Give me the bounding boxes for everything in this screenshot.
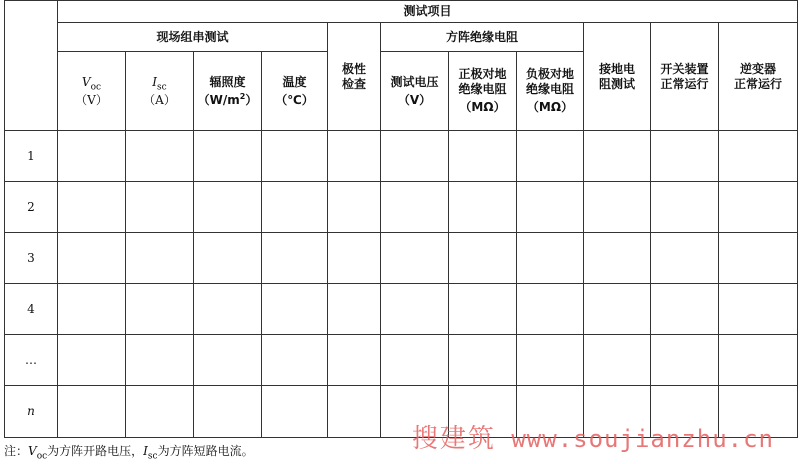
data-cell bbox=[584, 233, 651, 284]
data-cell bbox=[584, 335, 651, 386]
data-cell bbox=[328, 335, 381, 386]
col-irradiance-label: 辐照度 bbox=[209, 74, 246, 89]
data-cell bbox=[449, 182, 517, 233]
watermark-cn: 搜建筑 bbox=[411, 424, 496, 454]
col-isc bbox=[126, 52, 194, 131]
data-cell bbox=[262, 233, 328, 284]
col-inverter-line2: 正常运行 bbox=[734, 76, 783, 91]
col-temperature-label: 温度 bbox=[282, 74, 307, 89]
data-cell bbox=[58, 182, 126, 233]
data-cell bbox=[584, 284, 651, 335]
data-cell bbox=[719, 182, 798, 233]
data-cell bbox=[328, 386, 381, 438]
data-cell bbox=[719, 284, 798, 335]
data-cell bbox=[719, 131, 798, 182]
col-voc-symbol: V bbox=[81, 74, 91, 89]
note-voc-subscript: oc bbox=[36, 451, 48, 462]
row-label: n bbox=[5, 386, 58, 438]
col-neg-ground-unit: （MΩ） bbox=[526, 100, 574, 115]
data-cell bbox=[517, 131, 584, 182]
col-switch-line2: 正常运行 bbox=[660, 76, 709, 91]
col-ground-resistance-line1: 接地电 bbox=[598, 62, 635, 77]
table-corner-cell bbox=[5, 1, 58, 131]
row-label: 2 bbox=[5, 182, 58, 233]
group-field-string-test: 现场组串测试 bbox=[58, 23, 328, 52]
data-cell bbox=[381, 335, 449, 386]
data-cell bbox=[651, 233, 719, 284]
col-pos-ground-line2: 绝缘电阻 bbox=[458, 81, 507, 96]
data-cell bbox=[194, 386, 262, 438]
row-label: 4 bbox=[5, 284, 58, 335]
data-cell bbox=[517, 335, 584, 386]
data-cell bbox=[328, 233, 381, 284]
col-positive-ground-insulation bbox=[449, 52, 517, 131]
data-cell bbox=[194, 182, 262, 233]
table-footnote bbox=[4, 442, 254, 462]
data-cell bbox=[328, 131, 381, 182]
row-label: 1 bbox=[5, 131, 58, 182]
table-row bbox=[5, 131, 798, 182]
col-test-voltage-label: 测试电压 bbox=[390, 74, 439, 89]
col-ground-resistance-line2: 阻测试 bbox=[598, 76, 635, 91]
watermark bbox=[412, 418, 774, 455]
col-inverter-normal bbox=[719, 23, 798, 131]
col-irradiance bbox=[194, 52, 262, 131]
table-row bbox=[5, 233, 798, 284]
row-label: … bbox=[5, 335, 58, 386]
col-pos-ground-line1: 正极对地 bbox=[458, 67, 507, 82]
col-irradiance-unit-base: （W/m bbox=[197, 93, 240, 107]
data-cell bbox=[651, 182, 719, 233]
col-isc-subscript: sc bbox=[157, 82, 167, 92]
col-neg-ground-line2: 绝缘电阻 bbox=[525, 81, 574, 96]
data-cell bbox=[58, 335, 126, 386]
test-items-table bbox=[4, 0, 798, 438]
note-prefix: 注： bbox=[4, 444, 29, 458]
data-cell bbox=[651, 284, 719, 335]
col-inverter-line1: 逆变器 bbox=[740, 62, 777, 77]
data-cell bbox=[126, 233, 194, 284]
data-cell bbox=[449, 131, 517, 182]
col-polarity-check-line2: 检查 bbox=[341, 76, 366, 91]
data-cell bbox=[449, 284, 517, 335]
data-cell bbox=[262, 335, 328, 386]
data-cell bbox=[328, 182, 381, 233]
note-voc-symbol: V bbox=[28, 444, 37, 458]
col-test-voltage bbox=[381, 52, 449, 131]
col-switch-line1: 开关装置 bbox=[660, 62, 709, 77]
data-cell bbox=[58, 233, 126, 284]
data-cell bbox=[517, 284, 584, 335]
group-array-insulation: 方阵绝缘电阻 bbox=[381, 23, 584, 52]
data-cell bbox=[262, 284, 328, 335]
note-isc-subscript: sc bbox=[147, 451, 158, 462]
col-irradiance-unit-end: ） bbox=[245, 93, 258, 107]
col-temperature bbox=[262, 52, 328, 131]
row-label: 3 bbox=[5, 233, 58, 284]
table-row bbox=[5, 182, 798, 233]
note-isc-text: 为方阵短路电流。 bbox=[157, 444, 254, 458]
col-test-voltage-unit: （V） bbox=[397, 93, 432, 107]
data-cell bbox=[194, 233, 262, 284]
data-cell bbox=[126, 284, 194, 335]
watermark-url: www.soujianzhu.cn bbox=[495, 425, 774, 453]
col-irradiance-unit bbox=[194, 93, 261, 107]
table-row bbox=[5, 335, 798, 386]
note-isc-symbol: I bbox=[143, 444, 148, 458]
data-cell bbox=[651, 335, 719, 386]
data-cell bbox=[194, 335, 262, 386]
col-isc-unit: （A） bbox=[143, 93, 176, 107]
data-cell bbox=[58, 131, 126, 182]
col-temperature-unit: （℃） bbox=[275, 93, 314, 107]
col-switch-normal bbox=[651, 23, 719, 131]
data-cell bbox=[58, 284, 126, 335]
data-cell bbox=[719, 233, 798, 284]
data-cell bbox=[126, 386, 194, 438]
data-cell bbox=[381, 284, 449, 335]
col-neg-ground-line1: 负极对地 bbox=[525, 67, 574, 82]
col-voc bbox=[58, 52, 126, 131]
col-irradiance-unit-sup: 2 bbox=[239, 92, 246, 101]
data-cell bbox=[194, 284, 262, 335]
data-cell bbox=[262, 386, 328, 438]
data-cell bbox=[584, 131, 651, 182]
data-cell bbox=[381, 182, 449, 233]
data-cell bbox=[517, 233, 584, 284]
data-cell bbox=[194, 131, 262, 182]
data-cell bbox=[262, 182, 328, 233]
col-voc-unit: （V） bbox=[75, 93, 108, 107]
table-title: 测试项目 bbox=[58, 1, 798, 23]
data-cell bbox=[262, 131, 328, 182]
data-cell bbox=[449, 233, 517, 284]
col-polarity-check bbox=[328, 23, 381, 131]
col-voc-subscript: oc bbox=[90, 82, 102, 92]
col-isc-symbol: I bbox=[152, 74, 158, 89]
data-cell bbox=[126, 182, 194, 233]
data-cell bbox=[381, 233, 449, 284]
data-cell bbox=[517, 182, 584, 233]
col-polarity-check-line1: 极性 bbox=[341, 62, 366, 77]
data-cell bbox=[584, 182, 651, 233]
data-cell bbox=[328, 284, 381, 335]
col-pos-ground-unit: （MΩ） bbox=[459, 100, 506, 115]
table-row bbox=[5, 284, 798, 335]
data-cell bbox=[126, 131, 194, 182]
data-cell bbox=[58, 386, 126, 438]
data-cell bbox=[719, 335, 798, 386]
data-cell bbox=[126, 335, 194, 386]
col-negative-ground-insulation bbox=[517, 52, 584, 131]
data-cell bbox=[651, 131, 719, 182]
note-voc-text: 为方阵开路电压， bbox=[47, 444, 144, 458]
data-cell bbox=[381, 131, 449, 182]
col-ground-resistance-test bbox=[584, 23, 651, 131]
data-cell bbox=[449, 335, 517, 386]
